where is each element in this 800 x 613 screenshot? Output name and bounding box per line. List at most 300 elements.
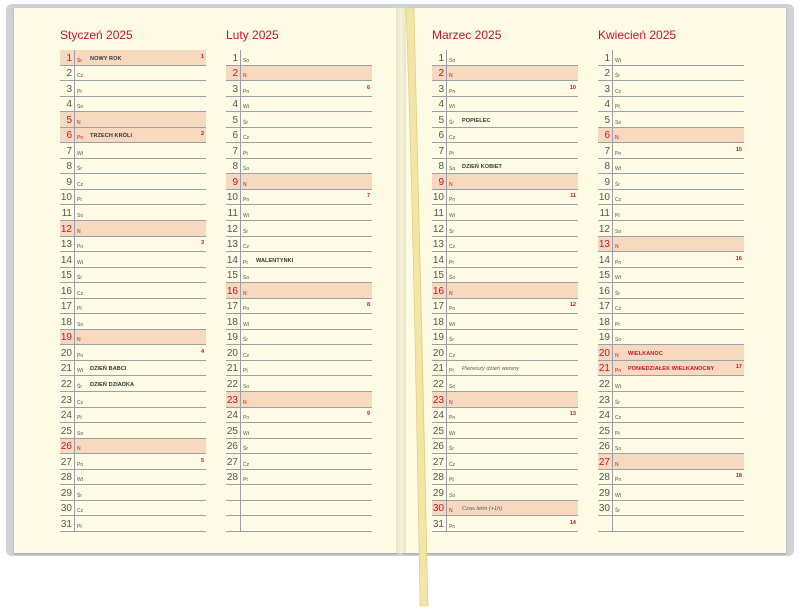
day-row[interactable]: [60, 128, 206, 144]
weekday-abbr: So: [243, 57, 250, 64]
column-divider: [74, 50, 75, 66]
day-row[interactable]: [432, 205, 578, 221]
weekday-abbr: N: [615, 135, 619, 142]
day-row[interactable]: [226, 97, 372, 113]
weekday-abbr: Wt: [449, 213, 456, 220]
column-divider: [612, 190, 613, 206]
event-label: Czas letni (+1h): [462, 506, 503, 513]
weekday-abbr: Śr: [243, 228, 248, 235]
column-divider: [74, 237, 75, 253]
day-row[interactable]: [226, 205, 372, 221]
weekday-abbr: N: [449, 508, 453, 515]
day-number: 13: [226, 239, 238, 251]
day-row[interactable]: [60, 143, 206, 159]
day-row[interactable]: [598, 112, 744, 128]
day-row[interactable]: [598, 470, 744, 486]
column-divider: [74, 408, 75, 424]
column-divider: [240, 128, 241, 144]
day-number: 6: [232, 130, 238, 142]
day-row[interactable]: [226, 501, 372, 517]
day-number: 7: [66, 145, 72, 157]
day-row[interactable]: [60, 454, 206, 470]
column-divider: [446, 283, 447, 299]
day-row[interactable]: [598, 330, 744, 346]
day-row[interactable]: [60, 299, 206, 315]
day-number: 23: [60, 394, 72, 406]
column-divider: [240, 392, 241, 408]
weekday-abbr: N: [243, 181, 247, 188]
day-number: 7: [232, 145, 238, 157]
weekday-abbr: Pt: [77, 306, 82, 313]
day-row[interactable]: [60, 470, 206, 486]
event-label: DZIEŃ BABCI: [90, 366, 127, 373]
column-divider: [612, 66, 613, 82]
day-row[interactable]: [598, 485, 744, 501]
day-row[interactable]: [432, 361, 578, 377]
day-row[interactable]: [226, 330, 372, 346]
day-row[interactable]: [226, 143, 372, 159]
day-row[interactable]: [598, 283, 744, 299]
week-number: 4: [200, 348, 204, 355]
day-row[interactable]: [432, 516, 578, 532]
day-number: 21: [226, 363, 238, 375]
day-row[interactable]: [432, 143, 578, 159]
day-row[interactable]: [60, 112, 206, 128]
day-number: 9: [604, 176, 610, 188]
day-number: 13: [432, 239, 444, 251]
column-divider: [240, 299, 241, 315]
day-number: 15: [598, 270, 610, 282]
day-row[interactable]: [226, 423, 372, 439]
day-row[interactable]: [60, 423, 206, 439]
day-row[interactable]: [432, 174, 578, 190]
column-divider: [74, 128, 75, 144]
day-number: 14: [60, 254, 72, 266]
column-divider: [74, 423, 75, 439]
weekday-abbr: So: [243, 275, 250, 282]
day-row[interactable]: [432, 221, 578, 237]
day-row[interactable]: [60, 376, 206, 392]
day-row[interactable]: [432, 314, 578, 330]
day-row[interactable]: [432, 159, 578, 175]
column-divider: [240, 174, 241, 190]
day-number: 15: [432, 270, 444, 282]
day-number: 8: [438, 161, 444, 173]
day-row[interactable]: [60, 345, 206, 361]
day-row[interactable]: [432, 501, 578, 517]
day-row[interactable]: [598, 345, 744, 361]
column-divider: [240, 454, 241, 470]
column-divider: [612, 97, 613, 113]
column-divider: [446, 112, 447, 128]
day-row[interactable]: [60, 283, 206, 299]
day-number: 1: [66, 52, 72, 64]
day-row[interactable]: [598, 299, 744, 315]
day-row[interactable]: [60, 314, 206, 330]
day-row[interactable]: [226, 112, 372, 128]
column-divider: [446, 299, 447, 315]
day-row[interactable]: [598, 81, 744, 97]
column-divider: [240, 221, 241, 237]
weekday-abbr: Pn: [77, 461, 84, 468]
day-row[interactable]: [60, 237, 206, 253]
weekday-abbr: Pn: [243, 197, 250, 204]
column-divider: [240, 81, 241, 97]
weekday-abbr: So: [449, 275, 456, 282]
day-row[interactable]: [598, 205, 744, 221]
day-row[interactable]: [60, 97, 206, 113]
day-row[interactable]: [598, 454, 744, 470]
day-number: 30: [598, 503, 610, 515]
day-rows: [432, 50, 578, 532]
column-divider: [240, 268, 241, 284]
weekday-abbr: Pn: [449, 523, 456, 530]
weekday-abbr: Cz: [243, 244, 250, 251]
weekday-abbr: So: [449, 492, 456, 499]
day-row[interactable]: [432, 268, 578, 284]
column-divider: [74, 516, 75, 532]
day-number: 24: [60, 410, 72, 422]
column-divider: [240, 330, 241, 346]
column-divider: [240, 314, 241, 330]
day-row[interactable]: [226, 314, 372, 330]
day-row[interactable]: [598, 97, 744, 113]
day-row[interactable]: [432, 376, 578, 392]
weekday-abbr: Cz: [243, 461, 250, 468]
day-row[interactable]: [432, 392, 578, 408]
day-row[interactable]: [60, 81, 206, 97]
day-number: 29: [598, 487, 610, 499]
column-divider: [612, 516, 613, 532]
week-number: 11: [570, 193, 576, 200]
week-number: 17: [735, 364, 742, 371]
day-row[interactable]: [598, 268, 744, 284]
day-row[interactable]: [60, 501, 206, 517]
day-number: 23: [226, 394, 238, 406]
column-divider: [612, 143, 613, 159]
week-number: 16: [735, 255, 742, 262]
column-divider: [612, 314, 613, 330]
day-row[interactable]: [226, 268, 372, 284]
weekday-abbr: Wt: [615, 492, 622, 499]
weekday-abbr: Cz: [449, 461, 456, 468]
day-row[interactable]: [432, 299, 578, 315]
column-divider: [74, 81, 75, 97]
day-row[interactable]: [226, 159, 372, 175]
day-row[interactable]: [226, 439, 372, 455]
day-number: 19: [432, 332, 444, 344]
day-number: 19: [598, 332, 610, 344]
day-row[interactable]: [60, 361, 206, 377]
day-number: 24: [226, 410, 238, 422]
column-divider: [446, 470, 447, 486]
week-number: 3: [200, 240, 204, 247]
day-row[interactable]: [598, 174, 744, 190]
day-row[interactable]: [598, 128, 744, 144]
day-row[interactable]: [598, 361, 744, 377]
month-title: Marzec 2025: [432, 28, 502, 42]
column-divider: [446, 190, 447, 206]
day-row[interactable]: [598, 190, 744, 206]
column-divider: [74, 283, 75, 299]
column-divider: [240, 408, 241, 424]
column-divider: [612, 485, 613, 501]
day-row[interactable]: [432, 66, 578, 82]
column-divider: [74, 501, 75, 517]
day-number: 25: [598, 425, 610, 437]
day-number: 8: [66, 161, 72, 173]
day-row[interactable]: [432, 252, 578, 268]
weekday-abbr: Wt: [77, 259, 84, 266]
weekday-abbr: Śr: [77, 166, 82, 173]
weekday-abbr: Cz: [615, 197, 622, 204]
column-divider: [74, 392, 75, 408]
column-divider: [74, 66, 75, 82]
day-row[interactable]: [60, 159, 206, 175]
day-number: 7: [604, 145, 610, 157]
weekday-abbr: Cz: [77, 181, 84, 188]
day-row[interactable]: [226, 408, 372, 424]
column-divider: [612, 174, 613, 190]
day-row[interactable]: [432, 485, 578, 501]
column-divider: [612, 283, 613, 299]
weekday-abbr: Pn: [615, 368, 622, 375]
day-number: 8: [604, 161, 610, 173]
day-number: 23: [598, 394, 610, 406]
day-row[interactable]: [226, 66, 372, 82]
column-divider: [446, 174, 447, 190]
weekday-abbr: So: [449, 57, 456, 64]
day-row[interactable]: [226, 252, 372, 268]
weekday-abbr: Cz: [77, 73, 84, 80]
day-row[interactable]: [60, 516, 206, 532]
weekday-abbr: Pt: [243, 259, 248, 266]
day-row[interactable]: [60, 205, 206, 221]
day-row[interactable]: [226, 299, 372, 315]
column-divider: [446, 143, 447, 159]
day-number: 10: [598, 192, 610, 204]
weekday-abbr: So: [449, 166, 456, 173]
weekday-abbr: N: [615, 461, 619, 468]
day-row[interactable]: [226, 470, 372, 486]
day-row[interactable]: [226, 50, 372, 66]
day-row[interactable]: [598, 237, 744, 253]
day-row[interactable]: [60, 174, 206, 190]
day-number: 10: [60, 192, 72, 204]
event-label: WIELKANOC: [628, 350, 663, 357]
column-divider: [446, 97, 447, 113]
column-divider: [446, 330, 447, 346]
column-divider: [74, 97, 75, 113]
day-row[interactable]: [226, 81, 372, 97]
day-row[interactable]: [60, 408, 206, 424]
weekday-abbr: N: [77, 228, 81, 235]
day-number: 16: [598, 285, 610, 297]
column-divider: [74, 190, 75, 206]
column-divider: [240, 376, 241, 392]
weekday-abbr: Pt: [77, 415, 82, 422]
day-row[interactable]: [60, 50, 206, 66]
weekday-abbr: Pn: [77, 135, 84, 142]
day-number: 16: [60, 285, 72, 297]
week-number: 7: [366, 193, 370, 200]
day-row[interactable]: [226, 516, 372, 532]
column-divider: [446, 221, 447, 237]
day-number: 2: [604, 68, 610, 80]
day-number: 17: [226, 301, 238, 313]
day-row[interactable]: [432, 50, 578, 66]
weekday-abbr: Pt: [449, 259, 454, 266]
column-divider: [612, 299, 613, 315]
day-number: 10: [432, 192, 444, 204]
day-row[interactable]: [432, 283, 578, 299]
day-row[interactable]: [60, 485, 206, 501]
day-row[interactable]: [598, 392, 744, 408]
day-row[interactable]: [432, 112, 578, 128]
day-row[interactable]: [598, 408, 744, 424]
day-number: 14: [226, 254, 238, 266]
column-divider: [446, 408, 447, 424]
day-row[interactable]: [60, 330, 206, 346]
weekday-abbr: Pt: [449, 150, 454, 157]
weekday-abbr: N: [77, 119, 81, 126]
day-row[interactable]: [598, 501, 744, 517]
day-number: 11: [61, 208, 72, 220]
day-row[interactable]: [60, 190, 206, 206]
column-divider: [612, 423, 613, 439]
day-row[interactable]: [432, 97, 578, 113]
day-row[interactable]: [598, 314, 744, 330]
day-row[interactable]: [60, 221, 206, 237]
weekday-abbr: Wt: [615, 275, 622, 282]
week-number: 8: [366, 302, 370, 309]
day-row[interactable]: [598, 439, 744, 455]
day-row[interactable]: [226, 221, 372, 237]
column-divider: [612, 252, 613, 268]
day-row[interactable]: [432, 330, 578, 346]
day-row[interactable]: [226, 454, 372, 470]
day-row[interactable]: [432, 128, 578, 144]
day-number: 17: [60, 301, 72, 313]
day-number: 16: [226, 285, 238, 297]
weekday-abbr: Pt: [243, 477, 248, 484]
day-row[interactable]: [598, 423, 744, 439]
day-row[interactable]: [226, 376, 372, 392]
day-row[interactable]: [226, 345, 372, 361]
weekday-abbr: Pn: [615, 477, 622, 484]
weekday-abbr: So: [449, 384, 456, 391]
day-row[interactable]: [432, 408, 578, 424]
day-number: 24: [432, 410, 444, 422]
weekday-abbr: So: [243, 384, 250, 391]
column-divider: [74, 159, 75, 175]
day-number: 21: [60, 363, 72, 375]
weekday-abbr: So: [243, 166, 250, 173]
weekday-abbr: N: [449, 290, 453, 297]
day-row[interactable]: [432, 81, 578, 97]
column-divider: [446, 501, 447, 517]
day-row[interactable]: [226, 128, 372, 144]
day-number: 27: [60, 456, 72, 468]
day-row[interactable]: [60, 392, 206, 408]
day-row[interactable]: [598, 143, 744, 159]
day-row[interactable]: [432, 470, 578, 486]
column-divider: [74, 268, 75, 284]
day-number: 28: [60, 472, 72, 484]
day-number: 21: [432, 363, 444, 375]
day-row[interactable]: [226, 361, 372, 377]
column-divider: [612, 205, 613, 221]
day-row[interactable]: [226, 237, 372, 253]
day-row[interactable]: [432, 345, 578, 361]
day-row[interactable]: [60, 268, 206, 284]
day-row[interactable]: [598, 50, 744, 66]
weekday-abbr: Śr: [615, 73, 620, 80]
day-row[interactable]: [226, 392, 372, 408]
day-number: 20: [432, 347, 444, 359]
column-divider: [446, 237, 447, 253]
day-row[interactable]: [432, 454, 578, 470]
column-divider: [612, 376, 613, 392]
weekday-abbr: Cz: [449, 244, 456, 251]
day-row[interactable]: [226, 283, 372, 299]
day-row[interactable]: [60, 66, 206, 82]
day-row[interactable]: [60, 439, 206, 455]
day-number: 26: [598, 441, 610, 453]
day-row[interactable]: [598, 516, 744, 532]
column-divider: [74, 314, 75, 330]
day-row[interactable]: [60, 252, 206, 268]
day-row[interactable]: [226, 190, 372, 206]
day-number: 4: [66, 99, 72, 111]
day-number: 30: [60, 503, 72, 515]
day-number: 25: [226, 425, 238, 437]
column-divider: [612, 361, 613, 377]
weekday-abbr: Wt: [77, 477, 84, 484]
day-number: 20: [226, 347, 238, 359]
day-rows: [226, 50, 372, 532]
weekday-abbr: Wt: [615, 384, 622, 391]
day-row[interactable]: [598, 376, 744, 392]
column-divider: [240, 159, 241, 175]
event-label: PONIEDZIAŁEK WIELKANOCNY: [628, 366, 715, 373]
day-number: 25: [432, 425, 444, 437]
day-row[interactable]: [432, 439, 578, 455]
day-number: 15: [60, 270, 72, 282]
day-row[interactable]: [432, 237, 578, 253]
day-number: 29: [432, 487, 444, 499]
day-row[interactable]: [598, 66, 744, 82]
weekday-abbr: Wt: [243, 104, 250, 111]
column-divider: [74, 299, 75, 315]
column-divider: [240, 50, 241, 66]
day-row[interactable]: [598, 159, 744, 175]
day-number: 27: [598, 456, 610, 468]
day-row[interactable]: [432, 423, 578, 439]
day-number: 4: [232, 99, 238, 111]
column-divider: [446, 361, 447, 377]
day-row[interactable]: [226, 485, 372, 501]
day-row[interactable]: [598, 252, 744, 268]
weekday-abbr: Pt: [449, 477, 454, 484]
day-row[interactable]: [432, 190, 578, 206]
column-divider: [612, 221, 613, 237]
day-row[interactable]: [226, 174, 372, 190]
day-number: 18: [432, 316, 444, 328]
day-row[interactable]: [598, 221, 744, 237]
week-number: 5: [200, 457, 204, 464]
day-number: 5: [232, 114, 238, 126]
